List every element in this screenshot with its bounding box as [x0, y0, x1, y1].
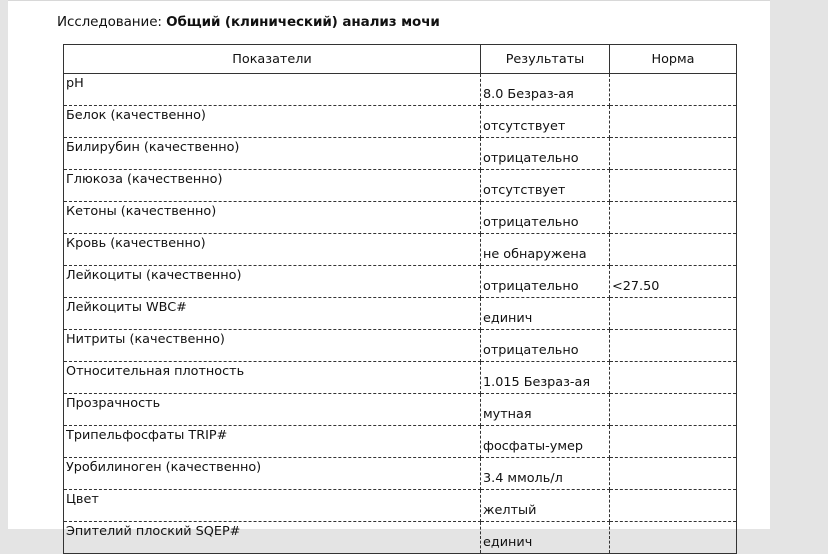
result-cell: 1.015 Безраз-ая: [481, 362, 610, 394]
header-result: Результаты: [481, 45, 610, 74]
norm-cell: [610, 362, 737, 394]
norm-cell: [610, 426, 737, 458]
table-row: [64, 138, 737, 170]
norm-cell: <27.50: [610, 266, 737, 298]
result-cell: желтый: [481, 490, 610, 522]
indicator-cell: pH: [64, 74, 481, 106]
norm-cell: [610, 394, 737, 426]
norm-cell: [610, 330, 737, 362]
indicator-cell: Лейкоциты WBC#: [64, 298, 481, 330]
table-row: [64, 330, 737, 362]
norm-cell: [610, 458, 737, 490]
indicator-cell: Глюкоза (качественно): [64, 170, 481, 202]
indicator-cell: Трипельфосфаты TRIP#: [64, 426, 481, 458]
result-cell: отрицательно: [481, 202, 610, 234]
norm-cell: [610, 106, 737, 138]
indicator-cell: Прозрачность: [64, 394, 481, 426]
study-title: [57, 14, 440, 30]
result-cell: фосфаты-умер: [481, 426, 610, 458]
result-cell: не обнаружена: [481, 234, 610, 266]
result-cell: отрицательно: [481, 138, 610, 170]
indicator-cell: Белок (качественно): [64, 106, 481, 138]
table-row: [64, 106, 737, 138]
indicator-cell: Относительная плотность: [64, 362, 481, 394]
page-top-edge: [8, 0, 770, 1]
result-cell: единич: [481, 522, 610, 554]
document-page: [8, 0, 770, 550]
norm-cell: [610, 74, 737, 106]
table-row: [64, 490, 737, 522]
table-row: [64, 202, 737, 234]
indicator-cell: Кетоны (качественно): [64, 202, 481, 234]
table-row: [64, 458, 737, 490]
indicator-cell: Эпителий плоский SQEP#: [64, 522, 481, 554]
norm-cell: [610, 490, 737, 522]
header-norm: Норма: [610, 45, 737, 74]
result-cell: отсутствует: [481, 106, 610, 138]
table-row: [64, 74, 737, 106]
result-cell: отсутствует: [481, 170, 610, 202]
result-cell: мутная: [481, 394, 610, 426]
study-title-prefix: Исследование:: [57, 14, 162, 30]
indicator-cell: Уробилиноген (качественно): [64, 458, 481, 490]
study-title-name: Общий (клинический) анализ мочи: [166, 14, 440, 30]
indicator-cell: Цвет: [64, 490, 481, 522]
indicator-cell: Лейкоциты (качественно): [64, 266, 481, 298]
table-row: [64, 362, 737, 394]
table-row: [64, 234, 737, 266]
norm-cell: [610, 138, 737, 170]
result-cell: единич: [481, 298, 610, 330]
table-row: [64, 298, 737, 330]
header-indicator: Показатели: [64, 45, 481, 74]
norm-cell: [610, 170, 737, 202]
norm-cell: [610, 234, 737, 266]
table-row: [64, 522, 737, 554]
table-row: [64, 266, 737, 298]
indicator-cell: Кровь (качественно): [64, 234, 481, 266]
table-row: [64, 170, 737, 202]
result-cell: отрицательно: [481, 266, 610, 298]
indicator-cell: Нитриты (качественно): [64, 330, 481, 362]
results-table: [63, 44, 737, 554]
table-row: [64, 394, 737, 426]
results-table-body: [64, 74, 737, 554]
table-row: [64, 426, 737, 458]
norm-cell: [610, 202, 737, 234]
result-cell: отрицательно: [481, 330, 610, 362]
indicator-cell: Билирубин (качественно): [64, 138, 481, 170]
result-cell: 3.4 ммоль/л: [481, 458, 610, 490]
norm-cell: [610, 298, 737, 330]
result-cell: 8.0 Безраз-ая: [481, 74, 610, 106]
norm-cell: [610, 522, 737, 554]
table-header-row: [64, 45, 737, 74]
